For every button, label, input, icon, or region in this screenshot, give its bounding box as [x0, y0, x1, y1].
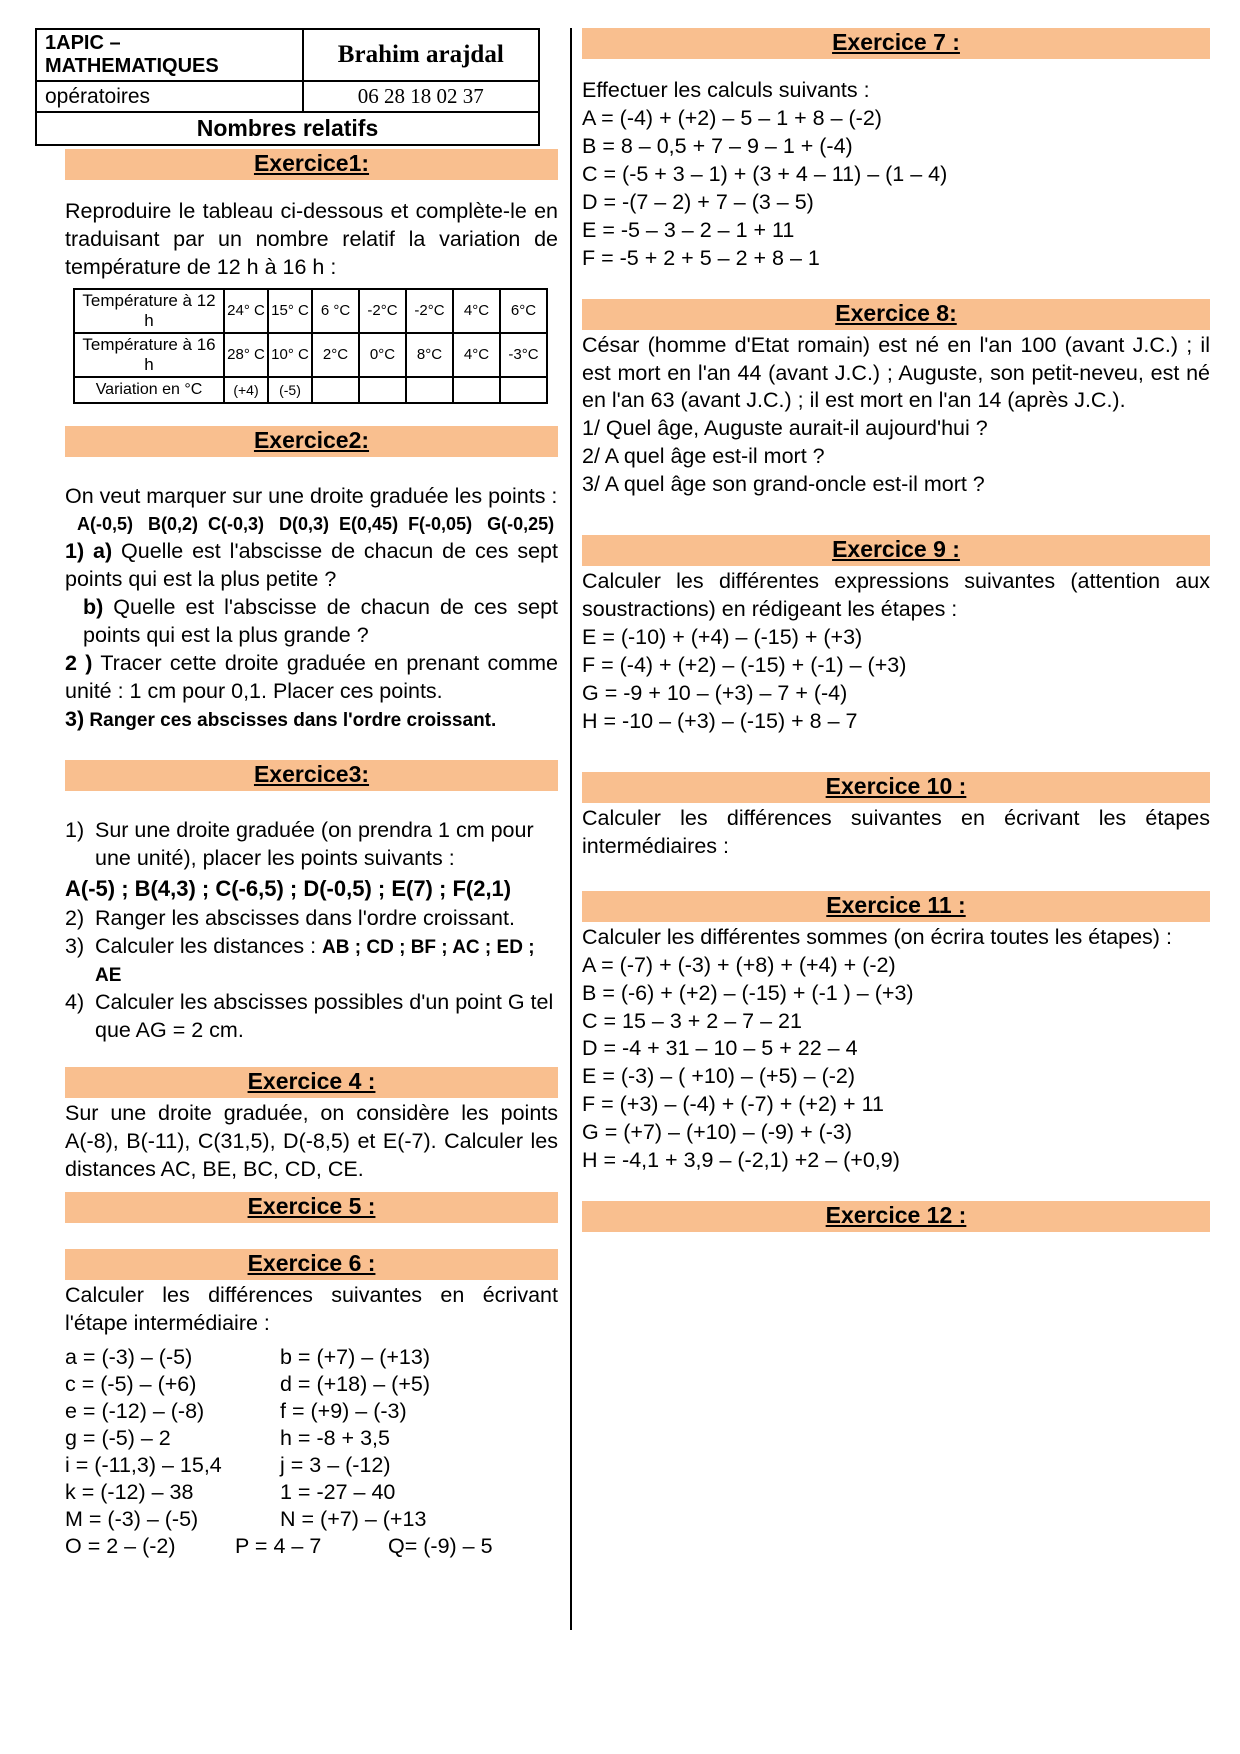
q4-number: 4) [65, 989, 85, 1014]
calc-item: g = (-5) – 2 [65, 1425, 171, 1450]
exercise-5-title: Exercice 5 : [247, 1192, 376, 1219]
variation-cell: (+4) [224, 377, 268, 403]
q1a-text: Quelle est l'abscisse de chacun de ces sept points qui est la plus petite ? [65, 539, 558, 592]
left-content [65, 149, 558, 1560]
exercise-2-points: A(-0,5) B(0,2) C(-0,3) D(0,3) E(0,45) F(-0,05) G(-0,25) [77, 513, 555, 534]
q1b-text: Quelle est l'abscisse de chacun de ces sept points qui est la plus grande ? [83, 595, 558, 647]
q1-text: Sur une droite graduée (on prendra 1 cm pour une unité), placer les points suivants : [95, 817, 534, 870]
exercise-11-title: Exercice 11 : [826, 891, 966, 918]
temp-row-16h [74, 333, 547, 377]
q3-text: Calculer les distances : [95, 934, 323, 959]
exercise-11-banner [582, 891, 1210, 922]
right-column [572, 28, 1210, 1754]
exercise-11-intro: Calculer les différentes sommes (on écrira toutes les étapes) : [582, 924, 1172, 949]
exercise-7-intro: Effectuer les calculs suivants : [582, 78, 870, 102]
calc-item: k = (-12) – 38 [65, 1479, 194, 1504]
calc-item: N = (+7) – (+13 [280, 1507, 427, 1532]
q1a-number: 1) a) [65, 539, 113, 564]
q3-number: 3) [65, 706, 85, 731]
calc-item: a = (-3) – (-5) [65, 1344, 193, 1369]
exercise-12-banner [582, 1201, 1210, 1232]
header-row-3 [36, 112, 539, 145]
temp-row-12h [74, 289, 547, 333]
exercise-10-title: Exercice 10 : [825, 772, 967, 799]
exercise-10-banner [582, 772, 1210, 803]
exercise-2-q3 [65, 706, 558, 734]
q2-text: Ranger les abscisses dans l'ordre croissant. [95, 906, 515, 931]
variation-cell-empty [359, 377, 406, 403]
variation-cell-empty [500, 377, 547, 403]
variation-cell-empty [453, 377, 500, 403]
q3-distances: AB ; CD ; BF ; AC ; ED ; AE [95, 937, 535, 987]
calc-line: E = -5 – 3 – 2 – 1 + 11 [582, 217, 795, 242]
temp-cell: -3°C [500, 333, 547, 377]
calc-item: b = (+7) – (+13) [280, 1344, 430, 1369]
temp-cell: -2°C [359, 289, 406, 333]
q2-number: 2) [65, 906, 85, 931]
exercise-2-q2 [65, 650, 558, 706]
calc-line: B = 8 – 0,5 + 7 – 9 – 1 + (-4) [582, 133, 853, 158]
temp-cell: 8°C [406, 333, 453, 377]
temp-cell: 6°C [500, 289, 547, 333]
exercise-1-intro: Reproduire le tableau ci-dessous et complète-le en traduisant par un nombre relatif la variation de température de 12 h à 16 h : [65, 199, 558, 279]
exercise-1-title: Exercice1: [253, 150, 370, 176]
temp-cell: 28° C [224, 333, 268, 377]
temp-cell: 4°C [453, 333, 500, 377]
calc-line: B = (-6) + (+2) – (-15) + (-1 ) – (+3) [582, 980, 914, 1005]
variation-cell-empty [312, 377, 359, 403]
calc-row [65, 1371, 558, 1398]
calc-item: d = (+18) – (+5) [280, 1371, 430, 1396]
calc-item: O = 2 – (-2) [65, 1534, 176, 1559]
variation-label: Variation en °C [74, 377, 224, 403]
exercise-6-title: Exercice 6 : [247, 1249, 376, 1276]
exercise-4-title: Exercice 4 : [247, 1067, 376, 1094]
calc-row [65, 1479, 558, 1506]
variation-cell: (-5) [268, 377, 312, 403]
temp-cell: -2°C [406, 289, 453, 333]
calc-row [65, 1533, 558, 1560]
calc-item: f = (+9) – (-3) [280, 1398, 407, 1423]
calc-line: H = -4,1 + 3,9 – (-2,1) +2 – (+0,9) [582, 1148, 900, 1173]
exercise-12-title: Exercice 12 : [825, 1202, 967, 1229]
q2-text: Tracer cette droite graduée en prenant comme unité : 1 cm pour 0,1. Placer ces points. [65, 650, 559, 703]
exercise-2-q1b [65, 594, 558, 650]
calc-item: e = (-12) – (-8) [65, 1398, 205, 1423]
exercise-1-banner [65, 149, 558, 180]
header-row-2 [36, 81, 539, 112]
teacher-name: Brahim arajdal [303, 29, 539, 81]
exercise-6-intro: Calculer les différences suivantes en écrivant l'étape intermédiaire : [65, 1282, 558, 1335]
exercise-2-intro: On veut marquer sur une droite graduée les points : [65, 483, 558, 508]
q1b-number: b) [83, 595, 104, 620]
exercise-4-banner [65, 1067, 558, 1098]
exercise-3-q2 [65, 905, 558, 933]
calc-item: Q= (-9) – 5 [388, 1534, 493, 1559]
exercise-2-banner [65, 426, 558, 457]
calc-line: F = -5 + 2 + 5 – 2 + 8 – 1 [582, 245, 820, 270]
q2-number: 2 ) [65, 650, 93, 675]
calc-row [65, 1344, 558, 1371]
calc-item: 1 = -27 – 40 [280, 1479, 396, 1504]
temp-cell: 4°C [453, 289, 500, 333]
temp-12h-label: Température à 12 h [74, 289, 224, 333]
exercise-7-banner [582, 28, 1210, 59]
calc-item: M = (-3) – (-5) [65, 1507, 199, 1532]
calc-item: j = 3 – (-12) [280, 1452, 391, 1477]
course-label: 1APIC –MATHEMATIQUES [36, 29, 303, 81]
exercise-6-banner [65, 1249, 558, 1280]
temp-cell: 10° C [268, 333, 312, 377]
temp-cell: 24° C [224, 289, 268, 333]
temp-cell: 15° C [268, 289, 312, 333]
exercise-3-points: A(-5) ; B(4,3) ; C(-6,5) ; D(-0,5) ; E(7) ; F(2,1) [65, 875, 512, 901]
exercise-4-body: Sur une droite graduée, on considère les points A(-8), B(-11), C(31,5), D(-8,5) et E(-7). Calculer les distances AC, BE, BC, CD, CE. [65, 1100, 558, 1181]
q1-number: 1) [65, 817, 85, 842]
calc-item: P = 4 – 7 [235, 1534, 322, 1559]
calc-line: F = (+3) – (-4) + (-7) + (+2) + 11 [582, 1092, 884, 1117]
calc-line: A = (-4) + (+2) – 5 – 1 + 8 – (-2) [582, 105, 882, 130]
exercise-8-q3: 3/ A quel âge son grand-oncle est-il mort ? [582, 472, 985, 497]
exercise-3-q3 [65, 933, 558, 989]
exercise-9-intro: Calculer les différentes expressions suivantes (attention aux soustractions) en rédigeant les étapes : [582, 569, 1210, 622]
exercise-3-banner [65, 760, 558, 791]
calc-line: G = -9 + 10 – (+3) – 7 + (-4) [582, 680, 848, 705]
calc-row [65, 1425, 558, 1452]
temperature-table [73, 288, 548, 404]
header-table [35, 28, 540, 146]
calc-item: h = -8 + 3,5 [280, 1425, 390, 1450]
course-sub-label: opératoires [36, 81, 303, 112]
exercise-8-title: Exercice 8: [835, 299, 957, 326]
calc-line: C = (-5 + 3 – 1) + (3 + 4 – 11) – (1 – 4) [582, 161, 948, 186]
temp-row-variation [74, 377, 547, 403]
q3-number: 3) [65, 934, 85, 959]
calc-line: G = (+7) – (+10) – (-9) + (-3) [582, 1120, 853, 1145]
calc-row [65, 1398, 558, 1425]
temp-cell: 2°C [312, 333, 359, 377]
header-row-1 [36, 29, 539, 81]
exercise-7-title: Exercice 7 : [832, 29, 960, 55]
exercise-9-title: Exercice 9 : [832, 536, 960, 563]
calc-line: D = -(7 – 2) + 7 – (3 – 5) [582, 189, 814, 214]
calc-item: i = (-11,3) – 15,4 [65, 1452, 222, 1477]
exercise-3-q4 [65, 989, 558, 1045]
calc-line: C = 15 – 3 + 2 – 7 – 21 [582, 1008, 802, 1033]
calc-item: c = (-5) – (+6) [65, 1371, 197, 1396]
exercise-5-banner [65, 1192, 558, 1223]
exercise-10-intro: Calculer les différences suivantes en écrivant les étapes intermédiaires : [582, 805, 1210, 858]
calc-line: E = (-3) – ( +10) – (+5) – (-2) [582, 1064, 856, 1089]
calc-line: F = (-4) + (+2) – (-15) + (-1) – (+3) [582, 653, 907, 677]
variation-cell-empty [406, 377, 453, 403]
calc-row [65, 1506, 558, 1533]
exercise-2-title: Exercice2: [253, 426, 370, 453]
exercise-3-title: Exercice3: [253, 760, 370, 787]
calc-line: E = (-10) + (+4) – (-15) + (+3) [582, 625, 863, 650]
exercise-3-q1 [65, 817, 558, 873]
document-title: Nombres relatifs [36, 112, 539, 145]
exercise-8-q1: 1/ Quel âge, Auguste aurait-il aujourd'hui ? [582, 416, 988, 441]
temp-cell: 0°C [359, 333, 406, 377]
temp-cell: 6 °C [312, 289, 359, 333]
exercise-2-q1a [65, 538, 558, 594]
calc-line: D = -4 + 31 – 10 – 5 + 22 – 4 [582, 1036, 858, 1061]
temp-16h-label: Température à 16 h [74, 333, 224, 377]
phone-number: 06 28 18 02 37 [303, 81, 539, 112]
q3-text: Ranger ces abscisses dans l'ordre croissant. [84, 709, 497, 731]
calc-row [65, 1452, 558, 1479]
left-column [35, 28, 558, 1754]
exercise-8-body: César (homme d'Etat romain) est né en l'an 100 (avant J.C.) ; il est mort en l'an 44 (avant J.C.) ; Auguste, son petit-neveu, est né en l'an 63 (avant J.C.) ; il est mort en l'an 14 (après J.C.). [582, 332, 1210, 413]
calc-line: H = -10 – (+3) – (-15) + 8 – 7 [582, 708, 858, 733]
exercise-8-q2: 2/ A quel âge est-il mort ? [582, 444, 825, 469]
exercise-8-banner [582, 299, 1210, 330]
exercise-9-banner [582, 535, 1210, 566]
calc-line: A = (-7) + (-3) + (+8) + (+4) + (-2) [582, 952, 896, 977]
q4-text: Calculer les abscisses possibles d'un point G tel que AG = 2 cm. [95, 989, 554, 1042]
